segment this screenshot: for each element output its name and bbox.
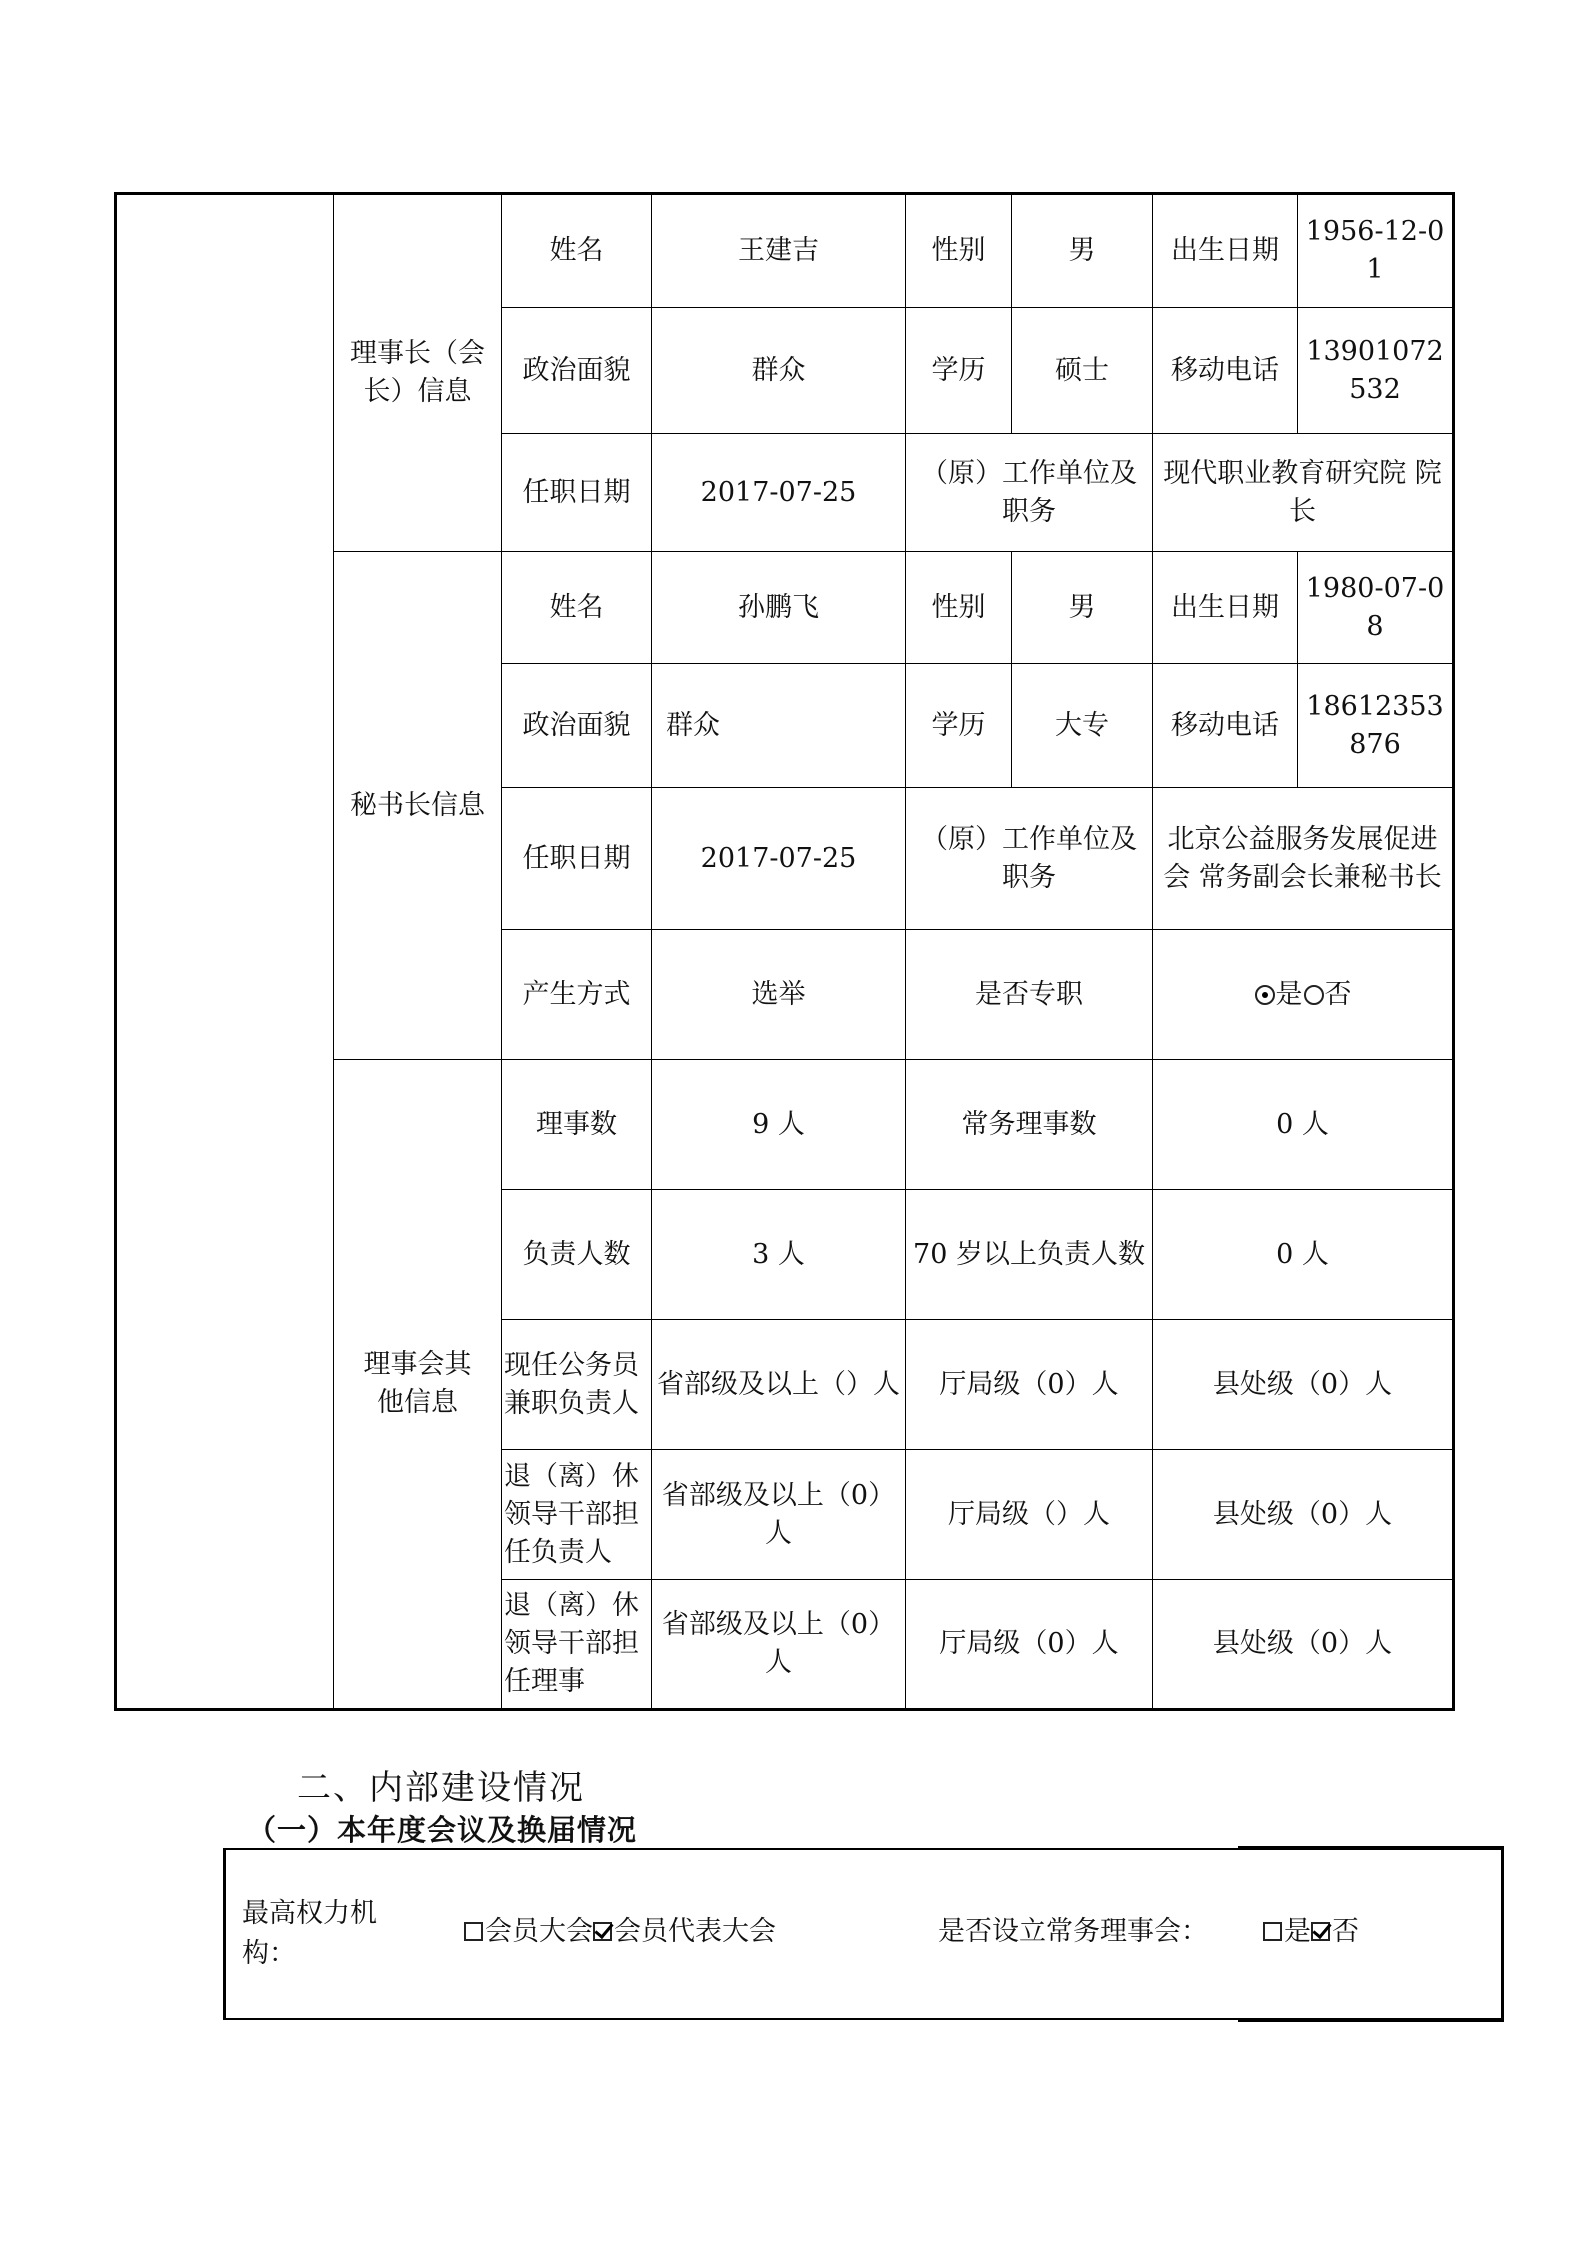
chairman-phone: 13901072532 [1298, 308, 1454, 434]
chairman-birth-label: 出生日期 [1153, 194, 1298, 308]
members-checkbox[interactable] [464, 1922, 483, 1941]
board-leaders: 3 人 [652, 1190, 906, 1320]
retired-director-bureau: 厅局级（0）人 [906, 1580, 1153, 1710]
fulltime-yes-label: 是 [1275, 978, 1303, 1010]
secretary-work: 北京公益服务发展促进会 常务副会长兼秘书长 [1153, 788, 1454, 930]
chairman-name-label: 姓名 [502, 194, 652, 308]
chairman-group-label: 理事长（会长）信息 [334, 194, 502, 552]
retired-director-row-label: 退（离）休领导干部担任理事 [502, 1580, 652, 1710]
official-bureau: 厅局级（0）人 [906, 1320, 1153, 1450]
chairman-gender-label: 性别 [906, 194, 1012, 308]
secretary-date: 2017-07-25 [652, 788, 906, 930]
secretary-date-label: 任职日期 [502, 788, 652, 930]
chairman-political: 群众 [652, 308, 906, 434]
retired-director-county: 县处级（0）人 [1153, 1580, 1454, 1710]
chairman-work: 现代职业教育研究院 院长 [1153, 434, 1454, 552]
standing-yes-label: 是 [1284, 1916, 1311, 1947]
board-standing: 0 人 [1153, 1060, 1454, 1190]
retired-leader-provincial: 省部级及以上（0）人 [652, 1450, 906, 1580]
secretary-group-label: 秘书长信息 [334, 552, 502, 1060]
secretary-gender: 男 [1012, 552, 1153, 664]
fulltime-no-radio[interactable] [1304, 985, 1324, 1005]
chairman-birth: 1956-12-01 [1298, 194, 1454, 308]
retired-leader-county: 县处级（0）人 [1153, 1450, 1454, 1580]
chairman-education-label: 学历 [906, 308, 1012, 434]
secretary-phone-label: 移动电话 [1153, 664, 1298, 788]
secretary-political: 群众 [652, 664, 906, 788]
authority-label: 最高权力机构： [242, 1898, 377, 1969]
secretary-fulltime-options [1153, 930, 1454, 1060]
secretary-fulltime-label: 是否专职 [906, 930, 1153, 1060]
secretary-work-label: （原）工作单位及职务 [906, 788, 1153, 930]
standing-no-label: 否 [1332, 1916, 1359, 1947]
chairman-date: 2017-07-25 [652, 434, 906, 552]
sub-heading: （一）本年度会议及换届情况 [247, 1813, 638, 1847]
chairman-name: 王建吉 [652, 194, 906, 308]
chairman-education: 硕士 [1012, 308, 1153, 434]
board-over70-label: 70 岁以上负责人数 [906, 1190, 1153, 1320]
secretary-political-label: 政治面貌 [502, 664, 652, 788]
secretary-birth-label: 出生日期 [1153, 552, 1298, 664]
retired-director-provincial: 省部级及以上（0）人 [652, 1580, 906, 1710]
secretary-method: 选举 [652, 930, 906, 1060]
official-county: 县处级（0）人 [1153, 1320, 1454, 1450]
standing-council-question: 是否设立常务理事会： [938, 1916, 1208, 1947]
secretary-name: 孙鹏飞 [652, 552, 906, 664]
section-heading: 二、内部建设情况 [297, 1768, 585, 1808]
fulltime-no-label: 否 [1324, 978, 1352, 1010]
board-standing-label: 常务理事数 [906, 1060, 1153, 1190]
meeting-info-box [223, 1848, 1502, 2020]
secretary-gender-label: 性别 [906, 552, 1012, 664]
secretary-birth: 1980-07-08 [1298, 552, 1454, 664]
board-directors: 9 人 [652, 1060, 906, 1190]
secretary-method-label: 产生方式 [502, 930, 652, 1060]
secretary-education: 大专 [1012, 664, 1153, 788]
fulltime-yes-radio[interactable] [1255, 985, 1275, 1005]
standing-council-options [1263, 1912, 1359, 1952]
representatives-option-label: 会员代表大会 [614, 1916, 776, 1947]
official-row-label: 现任公务员兼职负责人 [502, 1320, 652, 1450]
board-group-label: 理事会其他信息 [334, 1060, 502, 1710]
chairman-political-label: 政治面貌 [502, 308, 652, 434]
secretary-education-label: 学历 [906, 664, 1012, 788]
secretary-name-label: 姓名 [502, 552, 652, 664]
members-option-label: 会员大会 [485, 1916, 593, 1947]
chairman-work-label: （原）工作单位及职务 [906, 434, 1153, 552]
retired-leader-bureau: 厅局级（）人 [906, 1450, 1153, 1580]
authority-options [464, 1912, 776, 1952]
chairman-phone-label: 移动电话 [1153, 308, 1298, 434]
standing-yes-checkbox[interactable] [1263, 1922, 1282, 1941]
chairman-date-label: 任职日期 [502, 434, 652, 552]
leadership-info-table [114, 192, 1455, 1711]
board-directors-label: 理事数 [502, 1060, 652, 1190]
board-leaders-label: 负责人数 [502, 1190, 652, 1320]
standing-no-checkbox[interactable] [1311, 1922, 1330, 1941]
blank-left-column [116, 194, 334, 1710]
official-provincial: 省部级及以上（）人 [652, 1320, 906, 1450]
secretary-phone: 18612353876 [1298, 664, 1454, 788]
chairman-gender: 男 [1012, 194, 1153, 308]
retired-leader-row-label: 退（离）休领导干部担任负责人 [502, 1450, 652, 1580]
representatives-checkbox[interactable] [593, 1922, 612, 1941]
board-over70: 0 人 [1153, 1190, 1454, 1320]
